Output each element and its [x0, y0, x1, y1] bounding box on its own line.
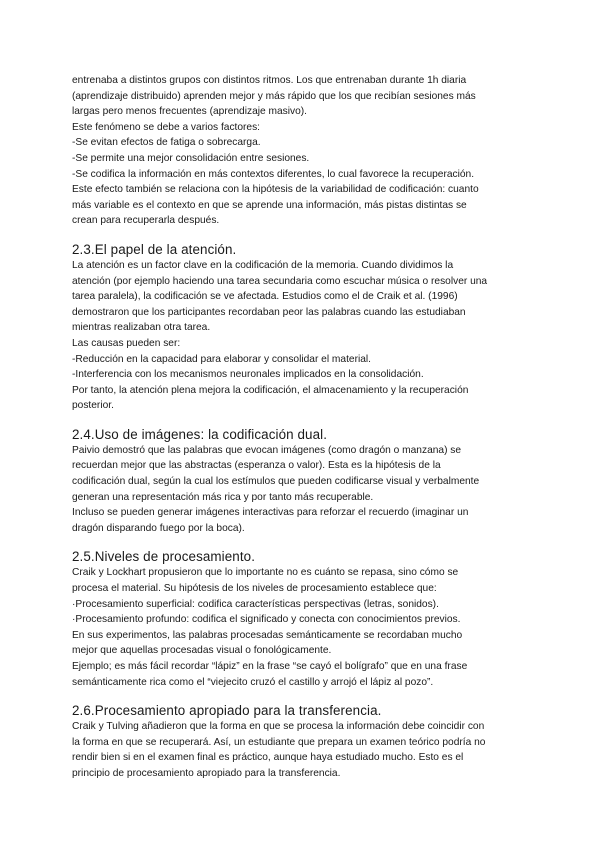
text-line: demostraron que los participantes recordaban peor las palabras cuando las estudiaban — [72, 306, 466, 318]
text-line: principio de procesamiento apropiado para la transferencia. — [72, 767, 341, 779]
text-line: Paivio demostró que las palabras que evocan imágenes (como dragón o manzana) se — [72, 444, 462, 456]
text-line: semánticamente rica como el “viejecito cruzó el castillo y arrojó el lápiz al pozo”. — [72, 676, 434, 688]
text-line: En sus experimentos, las palabras procesadas semánticamente se recordaban mucho — [72, 629, 463, 641]
text-line: largas pero menos frecuentes (aprendizaje masivo). — [72, 106, 307, 118]
text-line: entrenaba a distintos grupos con distintos ritmos. Los que entrenaban durante 1h diaria — [72, 75, 467, 86]
intro-paragraph — [72, 73, 528, 229]
text-line: Craik y Tulving añadieron que la forma en que se procesa la información debe coincidir con — [72, 721, 485, 733]
text-line: generan una representación más rica y por tanto más recuperable. — [72, 491, 374, 503]
section-attention — [72, 241, 528, 414]
section-heading: 2.4.Uso de imágenes: la codificación dual. — [72, 426, 328, 442]
section-heading: 2.3.El papel de la atención. — [72, 241, 237, 257]
text-line: atención (por ejemplo haciendo una tarea secundaria como escuchar música o resolver una — [72, 275, 488, 287]
text-line: mejor que aquellas procesadas visual o fonológicamente. — [72, 645, 332, 657]
text-line: Este efecto también se relaciona con la hipótesis de la variabilidad de codificación: cuanto — [72, 184, 479, 196]
section-levels-of-processing — [72, 548, 528, 690]
text-line: Este fenómeno se debe a varios factores: — [72, 121, 261, 133]
text-line: -Se evitan efectos de fatiga o sobrecarga. — [72, 137, 261, 149]
text-line: ·Procesamiento superficial: codifica características perspectivas (letras, sonidos). — [72, 598, 439, 610]
section-dual-coding — [72, 426, 528, 537]
text-line: Las causas pueden ser: — [72, 337, 181, 349]
text-line: Ejemplo; es más fácil recordar “lápiz” en la frase “se cayó el bolígrafo” que en una frase — [72, 661, 468, 672]
text-line: mientras realizaban otra tarea. — [72, 322, 211, 334]
text-line: -Reducción en la capacidad para elaborar y consolidar el material. — [72, 353, 371, 365]
text-line: (aprendizaje distribuido) aprenden mejor y más rápido que los que recibían sesiones más — [72, 90, 476, 102]
section-heading: 2.5.Niveles de procesamiento. — [72, 549, 256, 565]
text-line: Por tanto, la atención plena mejora la codificación, el almacenamiento y la recuperación — [72, 384, 469, 396]
section-transfer-appropriate-processing — [72, 702, 528, 781]
text-line: la forma en que se recuperará. Así, un estudiante que prepara un examen teórico podría no — [72, 736, 486, 748]
text-line: tarea paralela), la codificación se ve afectada. Estudios como el de Craik et al. (1996) — [72, 291, 458, 303]
text-line: Incluso se pueden generar imágenes interactivas para reforzar el recuerdo (imaginar un — [72, 507, 469, 519]
section-heading: 2.6.Procesamiento apropiado para la transferencia. — [72, 703, 382, 719]
text-line: crean para recuperarla después. — [72, 215, 220, 227]
text-line: dragón disparando fuego por la boca). — [72, 522, 245, 534]
text-line: recuerdan mejor que las abstractas (esperanza o valor). Esta es la hipótesis de la — [72, 460, 441, 472]
text-line: más variable es el contexto en que se aprende una información, más pistas distintas se — [72, 199, 467, 211]
text-line: -Interferencia con los mecanismos neuronales implicados en la consolidación. — [72, 369, 424, 381]
text-line: posterior. — [72, 400, 114, 412]
text-line: ·Procesamiento profundo: codifica el significado y conecta con conocimientos previos. — [72, 614, 461, 626]
text-line: La atención es un factor clave en la codificación de la memoria. Cuando dividimos la — [72, 259, 454, 271]
text-line: -Se codifica la información en más contextos diferentes, lo cual favorece la recuperación. — [72, 168, 475, 180]
text-line: rendir bien si en el examen final es práctico, aunque haya estudiado mucho. Esto es el — [72, 752, 464, 764]
text-line: Craik y Lockhart propusieron que lo importante no es cuánto se repasa, sino cómo se — [72, 567, 459, 579]
text-line: procesa el material. Su hipótesis de los niveles de procesamiento establece que: — [72, 583, 437, 595]
text-line: codificación dual, según la cual los estímulos que pueden codificarse visual y verbalmente — [72, 476, 480, 488]
text-line: -Se permite una mejor consolidación entre sesiones. — [72, 152, 310, 164]
